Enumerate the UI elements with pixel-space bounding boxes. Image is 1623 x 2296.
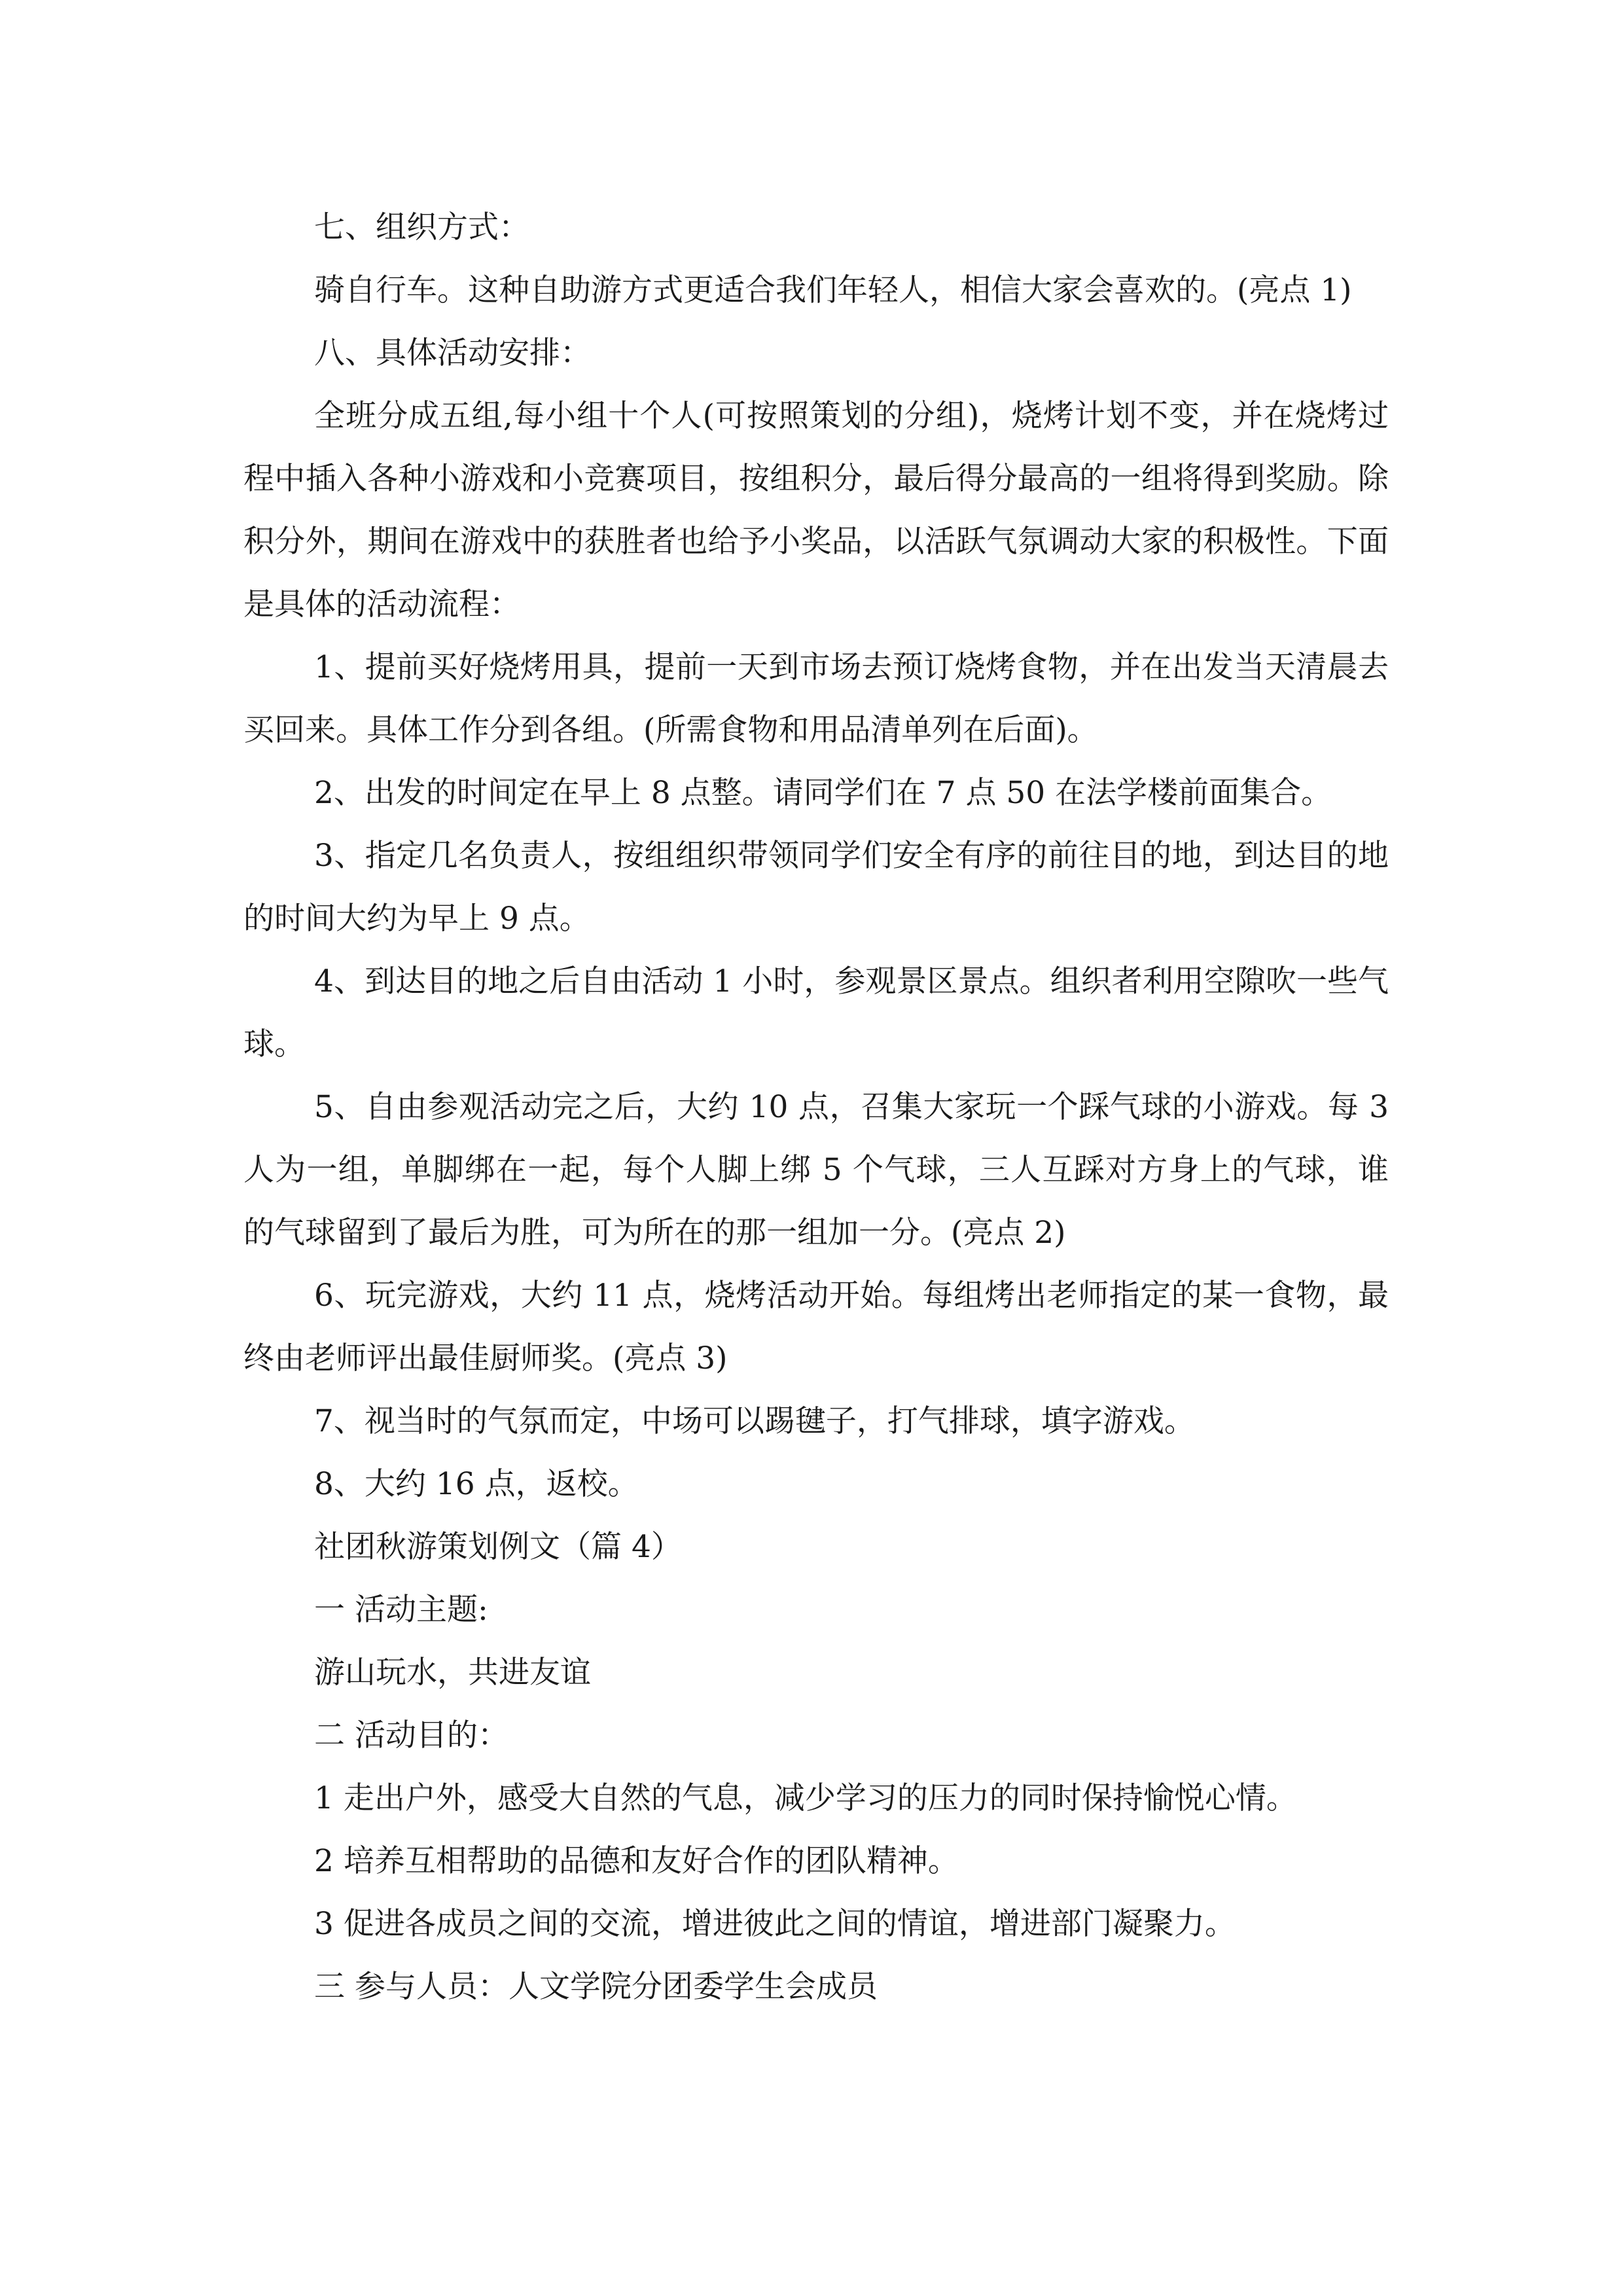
list-item: 2 培养互相帮助的品德和友好合作的团队精神。: [314, 1843, 959, 1879]
section-heading-organization: 七、组织方式：: [314, 209, 529, 245]
list-item: 1、提前买好烧烤用具，提前一天到市场去预订烧烤食物，并在出发当天清晨去买回来。具体工作分到各组。(所需食物和用品清单列在后面)。: [243, 649, 1389, 748]
section-heading-theme: 一 活动主题:: [314, 1592, 488, 1628]
paragraph: 游山玩水，共进友谊: [314, 1655, 591, 1691]
section-heading-arrangement: 八、具体活动安排：: [314, 335, 591, 371]
list-item: 7、视当时的气氛而定，中场可以踢毽子，打气排球，填字游戏。: [314, 1403, 1195, 1439]
article-title: 社团秋游策划例文（篇 4）: [314, 1529, 682, 1565]
list-item: 8、大约 16 点，返校。: [314, 1466, 639, 1502]
list-item: 2、出发的时间定在早上 8 点整。请同学们在 7 点 50 在法学楼前面集合。: [314, 775, 1332, 811]
list-item: 5、自由参观活动完之后，大约 10 点，召集大家玩一个踩气球的小游戏。每 3 人为一组，单脚绑在一起，每个人脚上绑 5 个气球，三人互踩对方身上的气球，谁的气球留到了最后为胜，可为所在的那一组加一分。(亮点 2): [243, 1089, 1389, 1251]
document-page: [243, 196, 1389, 2018]
paragraph: 骑自行车。这种自助游方式更适合我们年轻人，相信大家会喜欢的。(亮点 1): [314, 272, 1352, 308]
list-item: 1 走出户外，感受大自然的气息，减少学习的压力的同时保持愉悦心情。: [314, 1780, 1297, 1816]
list-item: 6、玩完游戏，大约 11 点，烧烤活动开始。每组烤出老师指定的某一食物，最终由老师评出最佳厨师奖。(亮点 3): [243, 1278, 1389, 1376]
list-item: 3、指定几名负责人，按组组织带领同学们安全有序的前往目的地，到达目的地的时间大约为早上 9 点。: [243, 838, 1389, 937]
list-item: 4、到达目的地之后自由活动 1 小时，参观景区景点。组织者利用空隙吹一些气球。: [243, 963, 1389, 1062]
list-item: 3 促进各成员之间的交流，增进彼此之间的情谊，增进部门凝聚力。: [314, 1906, 1236, 1942]
paragraph: 全班分成五组,每小组十个人(可按照策划的分组)，烧烤计划不变，并在烧烤过程中插入各种小游戏和小竞赛项目，按组积分，最后得分最高的一组将得到奖励。除积分外，期间在游戏中的获胜者也给予小奖品，以活跃气氛调动大家的积极性。下面是具体的活动流程：: [243, 398, 1389, 622]
section-heading-participants: 三 参与人员：人文学院分团委学生会成员: [314, 1969, 878, 2005]
section-heading-purpose: 二 活动目的：: [314, 1717, 508, 1753]
